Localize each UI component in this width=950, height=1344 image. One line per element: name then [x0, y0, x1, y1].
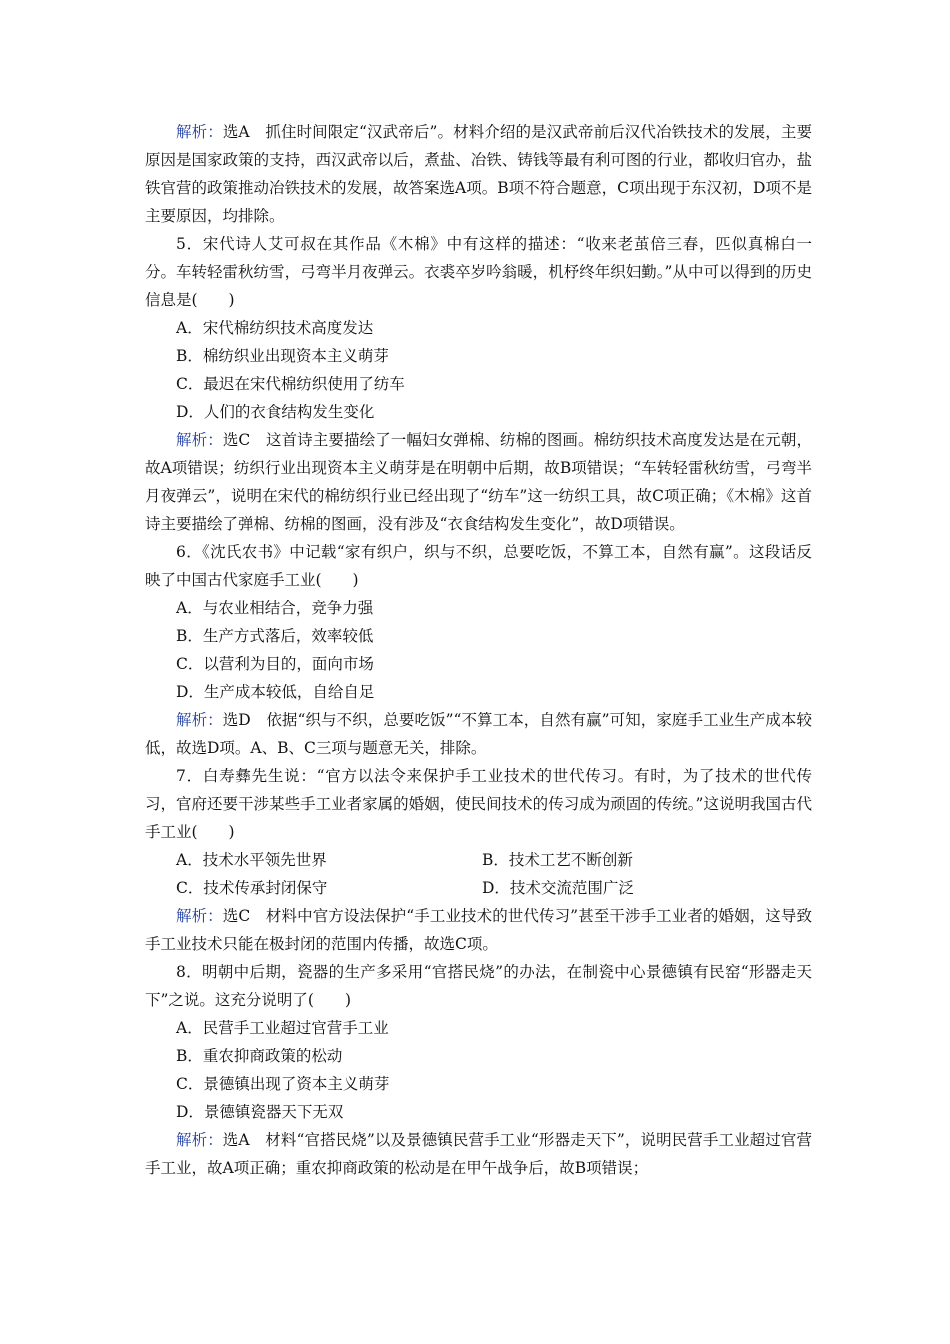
- question-5-stem: 5．宋代诗人艾可叔在其作品《木棉》中有这样的描述：“收来老茧倍三春，匹似真棉白一分。车转轻雷秋纺雪，弓弯半月夜弹云。衣裘卒岁吟翁暖，机杼终年织妇勤。”从中可以得到的历史信息是( ): [145, 235, 812, 309]
- analysis-paragraph: [145, 706, 812, 762]
- question-6-option-c: C．以营利为目的，面向市场: [176, 655, 374, 673]
- question-5-option-d: D．人们的衣食结构发生变化: [176, 403, 375, 421]
- analysis-paragraph: [145, 902, 812, 958]
- analysis-label: 解析：: [176, 907, 223, 925]
- question-6-option-b: B．生产方式落后，效率较低: [176, 627, 374, 645]
- question-5-option-a: A．宋代棉纺织技术高度发达: [176, 319, 374, 337]
- analysis-text: 选A 材料“官搭民烧”以及景德镇民营手工业“形器走天下”，说明民营手工业超过官营手工业，故A项正确；重农抑商政策的松动是在甲午战争后，故B项错误；: [145, 1131, 812, 1177]
- analysis-label: 解析：: [176, 1131, 223, 1149]
- question-7-option-a: A．技术水平领先世界: [176, 851, 327, 869]
- analysis-paragraph: [145, 1126, 812, 1182]
- analysis-text: 选C 这首诗主要描绘了一幅妇女弹棉、纺棉的图画。棉纺织技术高度发达是在元朝，故A项错误；纺织行业出现资本主义萌芽是在明朝中后期，故B项错误；“车转轻雷秋纺雪，弓弯半月夜弹云”，说明在宋代的棉纺织行业已经出现了“纺车”这一纺织工具，故C项正确；《木棉》这首诗主要描绘了弹棉、纺棉的图画，没有涉及“衣食结构发生变化”，故D项错误。: [145, 431, 812, 533]
- question-7-option-d: D．技术交流范围广泛: [482, 879, 634, 897]
- analysis-label: 解析：: [176, 711, 223, 729]
- question-7-options-row: [145, 846, 812, 874]
- analysis-text: 选D 依据“织与不织，总要吃饭”“不算工本，自然有赢”可知，家庭手工业生产成本较低，故选D项。A、B、C三项与题意无关，排除。: [145, 711, 812, 757]
- question-8-option-a: A．民营手工业超过官营手工业: [176, 1019, 389, 1037]
- analysis-text: 选C 材料中官方设法保护“手工业技术的世代传习”甚至干涉手工业者的婚姻，这导致手工业技术只能在极封闭的范围内传播，故选C项。: [145, 907, 812, 953]
- question-8-option-c: C．景德镇出现了资本主义萌芽: [176, 1075, 390, 1093]
- question-8-option-d: D．景德镇瓷器天下无双: [176, 1103, 344, 1121]
- question-7-option-c: C．技术传承封闭保守: [176, 879, 328, 897]
- analysis-paragraph: [145, 426, 812, 538]
- analysis-label: 解析：: [176, 123, 223, 141]
- analysis-text: 选A 抓住时间限定“汉武帝后”。材料介绍的是汉武帝前后汉代冶铁技术的发展，主要原因是国家政策的支持，西汉武帝以后，煮盐、冶铁、铸钱等最有利可图的行业，都收归官办，盐铁官营的政策推动冶铁技术的发展，故答案选A项。B项不符合题意，C项出现于东汉初，D项不是主要原因，均排除。: [145, 123, 812, 225]
- question-6-option-a: A．与农业相结合，竞争力强: [176, 599, 374, 617]
- analysis-label: 解析：: [176, 431, 223, 449]
- question-8-option-b: B．重农抑商政策的松动: [176, 1047, 343, 1065]
- analysis-paragraph: [145, 118, 812, 230]
- question-8-stem: 8．明朝中后期，瓷器的生产多采用“官搭民烧”的办法，在制瓷中心景德镇有民窑“形器走天下”之说。这充分说明了( ): [145, 963, 812, 1009]
- question-7-option-b: B．技术工艺不断创新: [482, 851, 633, 869]
- question-7-stem: 7．白寿彝先生说：“官方以法令来保护手工业技术的世代传习。有时，为了技术的世代传习，官府还要干涉某些手工业者家属的婚姻，使民间技术的传习成为顽固的传统。”这说明我国古代手工业( ): [145, 767, 812, 841]
- question-7-options-row: [145, 874, 812, 902]
- question-6-stem: 6．《沈氏农书》中记载“家有织户，织与不织，总要吃饭，不算工本，自然有赢”。这段话反映了中国古代家庭手工业( ): [145, 543, 812, 589]
- question-6-option-d: D．生产成本较低，自给自足: [176, 683, 375, 701]
- exam-content: [145, 118, 812, 1182]
- question-5-option-b: B．棉纺织业出现资本主义萌芽: [176, 347, 389, 365]
- question-5-option-c: C．最迟在宋代棉纺织使用了纺车: [176, 375, 405, 393]
